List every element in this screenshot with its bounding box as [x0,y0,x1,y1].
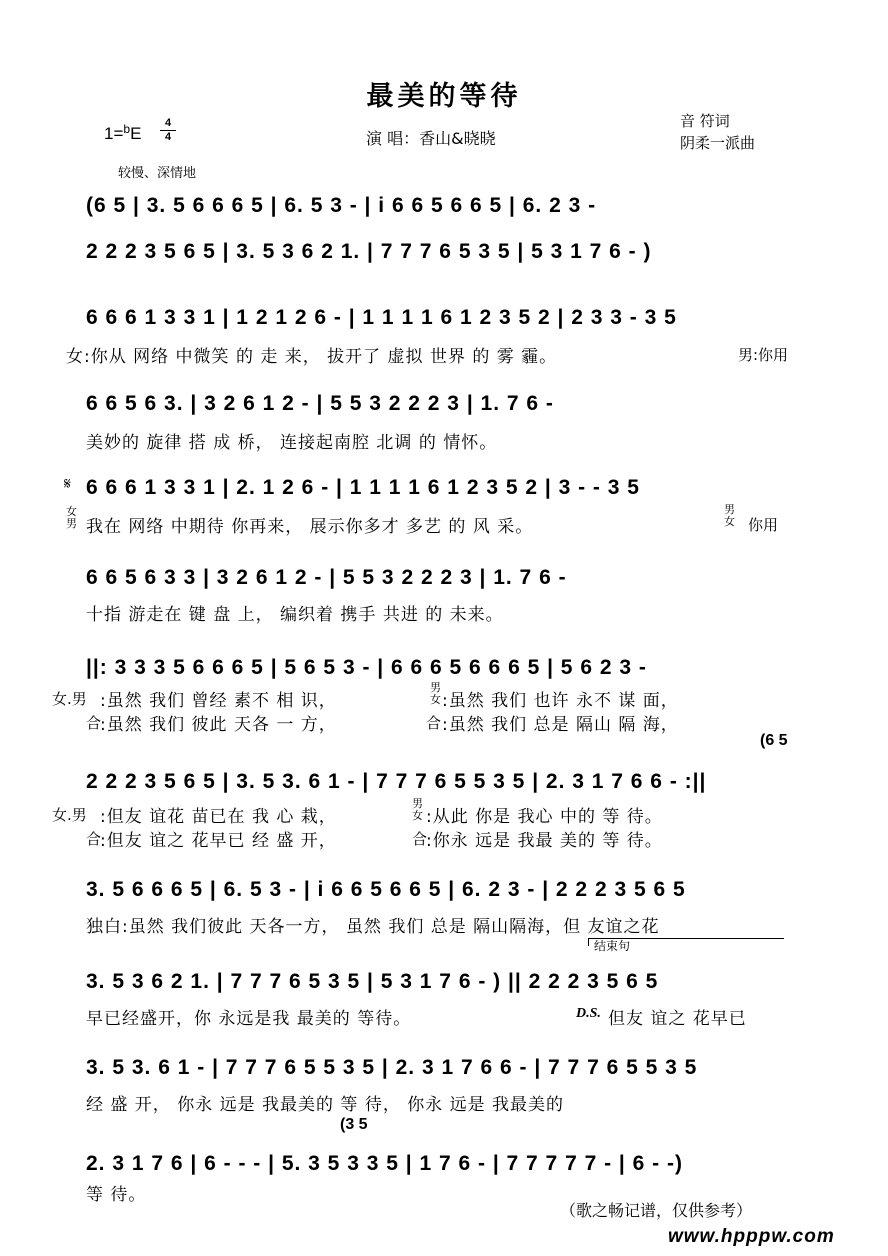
lyric-line-7a: :虽然 我们 曾经 素不 相 识， [100,691,337,711]
lyric-line-10-ds: 但友 谊之 花早已 [608,1009,747,1029]
voice-tag: 男 女 [430,681,441,706]
score-row-5 [86,470,802,514]
key-note: E [130,124,142,143]
score-row-10 [86,964,802,1008]
website-watermark: www.hpppw.com [668,1226,835,1247]
time-signature [160,117,176,144]
dal-segno-mark: D.S. [576,1006,601,1021]
key-prefix: 1= [104,124,124,143]
lyric-line-7c: :虽然 我们 彼此 天各 一 方， [100,715,337,735]
score-row-11 [86,1050,802,1094]
voice-tag: 合 [412,830,428,848]
lyricist-credit: 音 符词 [680,112,730,130]
notation-line: 6 6 5 6 3 3 | 3 2 6 1 2 - | 5 5 3 2 2 2 3 | 1. 7 6 - [86,566,567,589]
lyric-line-3-tail: 男:你用 [738,346,789,364]
notation-line: 6 6 5 6 3. | 3 2 6 1 2 - | 5 5 3 2 2 2 3 | 1. 7 6 - [86,392,554,415]
lyric-line-12: 等 待。 [86,1185,147,1205]
notation-line: 3. 5 3. 6 1 - | 7 7 7 6 5 5 3 5 | 2. 3 1 7 6 6 - | 7 7 7 6 5 5 3 5 [86,1056,698,1079]
time-signature-bottom: 4 [160,130,176,144]
score-row-12 [86,1146,802,1190]
segno-sign: 𝄋 [64,474,71,493]
lyric-line-9: 独白:虽然 我们彼此 天各一方， 虽然 我们 总是 隔山隔海，但 友谊之花 [86,917,660,937]
tempo-marking: 较慢、深情地 [118,166,197,181]
lyric-line-8d: :你永 远是 我最 美的 等 待。 [426,831,663,851]
lyric-line-8a: :但友 谊花 苗已在 我 心 栽， [100,807,337,827]
song-title: 最美的等待 [366,81,522,112]
voice-tag: 女.男 [52,690,87,708]
time-signature-top: 4 [164,117,172,129]
lyric-line-7d: :虽然 我们 总是 隔山 隔 海， [442,715,679,735]
ending-label: 结束句 [594,939,631,953]
notation-line: 2 2 2 3 5 6 5 | 3. 5 3 6 2 1. | 7 7 7 6 5 3 5 | 5 3 1 7 6 - ) [86,240,652,263]
transcription-note: （歌之畅记谱，仅供参考） [560,1201,753,1220]
voice-tag: 合 [86,830,102,848]
notation-line: 6 6 6 1 3 3 1 | 1 2 1 2 6 - | 1 1 1 1 6 1 2 3 5 2 | 2 3 3 - 3 5 [86,306,677,329]
lyric-line-3: 女:你从 网络 中微笑 的 走 来， 拔开了 虚拟 世界 的 雾 霾。 [66,347,558,367]
lyric-line-5-tail: 你用 [748,516,779,534]
notation-line: 2 2 2 3 5 6 5 | 3. 5 3. 6 1 - | 7 7 7 6 5 5 3 5 | 2. 3 1 7 6 6 - :|| [86,770,707,793]
singers-credit: 演 唱：香山&晓晓 [366,129,496,148]
score-row-6 [86,560,802,604]
voice-tag: 合 [426,714,442,732]
notation-line: 3. 5 6 6 6 5 | 6. 5 3 - | i 6 6 5 6 6 5 | 6. 2 3 - | 2 2 2 3 5 6 5 [86,878,686,901]
notation-line: 3. 5 3 6 2 1. | 7 7 7 6 5 3 5 | 5 3 1 7 6 - ) || 2 2 2 3 5 6 5 [86,970,659,993]
notation-line: 2. 3 1 7 6 | 6 - - - | 5. 3 5 3 3 5 | 1 7 6 - | 7 7 7 7 7 - | 6 - -) [86,1152,683,1175]
lyric-line-7b: :虽然 我们 也许 永不 谋 面， [442,691,679,711]
lyric-line-11: 经 盛 开， 你永 远是 我最美的 等 待， 你永 远是 我最美的 [86,1095,565,1115]
score-row-3 [86,300,802,344]
score-row-9 [86,872,802,916]
pickup-notes: (3 5 [340,1116,368,1133]
pickup-notes: (6 5 [760,732,788,749]
voice-tag: 男 女 [412,797,423,822]
lyric-line-8b: :从此 你是 我心 中的 等 待。 [426,807,663,827]
lyric-line-10: 早已经盛开，你 永远是我 最美的 等待。 [86,1009,412,1029]
voice-tag: 女.男 [52,806,87,824]
composer-credit: 阴柔一派曲 [680,134,756,152]
score-row-1 [86,188,802,232]
voice-tag-right: 男 女 [724,503,735,528]
voice-tag-left: 女 男 [66,505,77,530]
flat-sign: b [123,122,131,136]
score-row-4 [86,386,802,430]
voice-tag: 合 [86,714,102,732]
score-row-2 [86,234,802,278]
notation-line: (6 5 | 3. 5 6 6 6 5 | 6. 5 3 - | i 6 6 5 6 6 5 | 6. 2 3 - [86,194,597,217]
notation-line: ||: 3 3 3 5 6 6 6 5 | 5 6 5 3 - | 6 6 6 5 6 6 6 5 | 5 6 2 3 - [86,656,647,679]
lyric-line-6: 十指 游走在 键 盘 上， 编织着 携手 共进 的 未来。 [86,605,504,625]
lyric-line-8c: :但友 谊之 花早已 经 盛 开， [100,831,337,851]
lyric-line-4: 美妙的 旋律 搭 成 桥， 连接起南腔 北调 的 情怀。 [86,433,498,453]
lyric-line-5: 我在 网络 中期待 你再来， 展示你多才 多艺 的 风 采。 [86,517,534,537]
ending-bracket-tick [588,938,589,946]
key-signature [104,122,141,144]
notation-line: 6 6 6 1 3 3 1 | 2. 1 2 6 - | 1 1 1 1 6 1 2 3 5 2 | 3 - - 3 5 [86,476,640,499]
